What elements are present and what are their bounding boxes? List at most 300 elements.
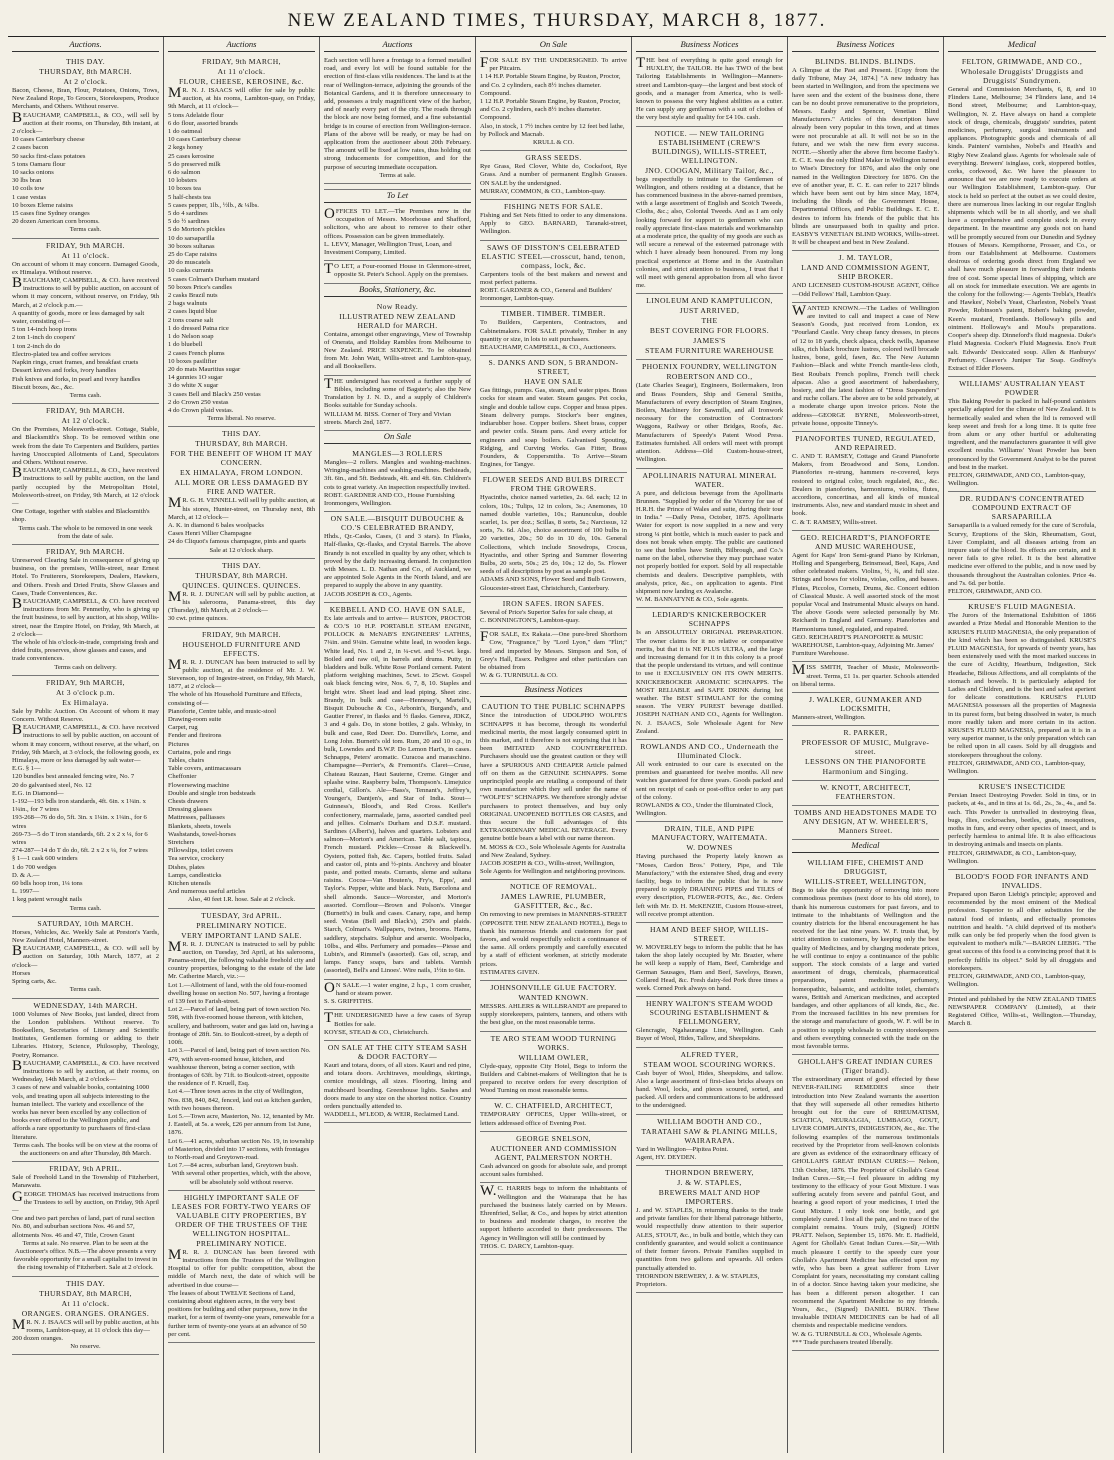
notice-item: Table covers, antimacassars bbox=[168, 765, 242, 773]
notice-lead: FOR SALE, Ex Rakaia.—One pure-bred Shorthorn Cow, "Fragrance," by "Lord Lyon," dam "Flirt;" bred and imported by Messrs. Simpson and Son, of Grey's Hall, Essex. Pedigree and other particulars can be obtained from bbox=[480, 629, 627, 671]
notice bbox=[792, 856, 939, 1055]
notice bbox=[324, 1041, 471, 1123]
notice bbox=[480, 880, 627, 981]
column-7 bbox=[944, 37, 1100, 1453]
notice-item: THOS. C. DARCY, Lambton-quay. bbox=[480, 1242, 574, 1250]
notice-heading: LINOLEUM AND KAMPTULICON, bbox=[646, 296, 773, 306]
notice-item: Fender and fireirons bbox=[168, 732, 222, 740]
notice-body: On account of whom it may concern. Damaged Goods, ex Himalaya. Without reserve. bbox=[12, 260, 159, 276]
notice-item: 1 do 700 wedges bbox=[12, 863, 57, 871]
notice bbox=[480, 307, 627, 356]
notice bbox=[324, 206, 471, 261]
notice-heading: VERY IMPORTANT LAND SALE. bbox=[181, 930, 302, 940]
notice-body: Rye Grass, Red Clover, White do, Cocksfoot, Rye Grass. And a number of permanent English Grasses. ON SALE by the undersigned. bbox=[480, 163, 627, 187]
notice-heading: WANTED KNOWN. bbox=[518, 993, 589, 1003]
notice-item: 2 kegs honey bbox=[168, 144, 203, 152]
notice bbox=[792, 55, 939, 251]
notice-heading: GHOLLAH'S GREAT INDIAN CURES (Tiger brand). bbox=[798, 1057, 933, 1076]
notice-heading: CAUTION TO THE PUBLIC SCHNAPPS bbox=[481, 702, 626, 712]
notice-heading: FELTON, GRIMWADE, AND CO., bbox=[961, 57, 1083, 66]
notice-heading: PIANOFORTES TUNED, REGULATED, AND REPAIRED. bbox=[795, 433, 936, 452]
notice-body: General and Commission Merchants, 6, 8, and 10 Flinders Lane, Melbourne; 34 Flinders lane, and 14 Bond street, Melbourne; and Lambton-quay, Wellington, N. Z. Have always on hand a complete stock of drugs, chemicals, druggists' sundries, patent medicines, perfumery, surgical instruments and appliances. Photographic goods and chemicals of all kinds. Painters' varnishes, Nobel's and Heath's and Rigby New Zealand glass. Agents for wholesale sale of everything. Brewers' isinglass, cork, stoppered bottles, corks, corkwood, &c. We have the pleasure to announce that we are now ready to execute orders at our Wellington Establishment, Lambton-quay. Our stock is held so perfect at the outset as we could desire, there are numerous lines lacking in our regular English shipments which will be in all shortly, and we shall have a comprehensive and complete stock in every department. In the meantime any goods not on hand will be promptly secured from our Dunedin and Sydney Houses of Messrs. Kempthorne, Prosser, and Co., or from our Establishment at Melbourne. Customers desirous of ordering goods direct from England we shall have much pleasure in forwarding their indents free of cost. Some special lines of shipping, which are all on stock for immediate execution. We are agents in the colony for the following:— Agents Trebla's, Heath's and Hawkes', Nobel's Yeast, Charleston, Nobel's Yeast Powder, Robinson's patent, Bohen's baking powder, Keen's mustard, Frontlands. Holloway's pills and ointment. Holloway's and Moul's preparations. Cooper's sheep dip. Dinneford's fluid magnesia. Duke's Fluid Magnesia. Cocker's Fluid Magnesia. Eno's Fruit salt. Edwards' Desiccated soup. Allen & Hanburys' Perfumery. Cleaver's Juniper Tar Soap. Godfrey's Extract of Elder Flowers. bbox=[948, 86, 1096, 372]
notice-heading: FRIDAY, 9th MARCH. bbox=[202, 629, 281, 639]
notice-heading: At 11 o'clock. bbox=[61, 250, 110, 260]
notice-heading: WILLIAM BOOTH AND CO., bbox=[657, 1116, 762, 1126]
notice-item: M. MOSS & CO., Sole Wholesale Agents for Australia and New Zealand, Sydney. bbox=[480, 843, 626, 859]
notice-item: 20 do mats Mauritius sugar bbox=[168, 365, 241, 373]
notice-lead: OFFICES TO LET.—The Premises now in the occupation of Messrs. Moorhouse and Shafford, solicitors, who are about to remove to their other offices. Possession can be given immediately. bbox=[324, 206, 471, 240]
notice bbox=[12, 1277, 159, 1356]
notice-item: Chests drawers bbox=[168, 798, 209, 806]
notice-item: FELTON, GRIMWADE, AND CO., Lambton-quay, Wellington. bbox=[948, 759, 1086, 776]
notice bbox=[480, 1183, 627, 1255]
notice-body: Hhds., Qr.-Casks, Cases, (1 and 3 stars). In Flasks, Half-flasks, Qr.-flasks, and Crystal Barrels. The above Brandy is not excelled in quality by any other, which is proved by the daily increasing demand. In conjunction with Messrs. L. D. Nathan and Co., of Auckland, we are appointed Sole Agents in the North Island, and are prepared to supply the above in any quantity. bbox=[324, 533, 471, 590]
notice-heading: FOR THE BENEFIT OF WHOM IT MAY CONCERN. bbox=[170, 449, 313, 468]
notice-item: 10 casks currants bbox=[168, 267, 214, 275]
notice-heading: THURSDAY, 8th MARCH, bbox=[39, 1288, 132, 1298]
section-heading: To Let bbox=[324, 190, 471, 203]
notice-item: Blankets, sheets, towels bbox=[168, 822, 231, 830]
notice-lead: MR. R. J. DUNCAN has been instructed to sell by public auction, at the residence of Mr. J. W. Stevenson, top of Ingestre-street, on Friday, 9th March, 1877, at 2 o'clock— bbox=[168, 656, 315, 691]
notice-lead: FOR SALE BY THE UNDERSIGNED. To arrive per Pitcairn. bbox=[480, 55, 627, 73]
notice-body: This Baking Powder is packed in half-pound canisters specially adapted for the climate of New Zealand. It is hermetically sealed and when the lid is removed will keep sweet and fresh for a long time. It is quite free from alum or any other hurtful or adulterating ingredient, and the manufacturers guarantee it will give excellent results. Williams' Yeast Powder has been pronounced by the Government Analyst to be the purest and best in the market. bbox=[948, 398, 1096, 471]
notice-body: Hyacinths, choice named varieties, 2s. 6d. each; 12 in colors, 10s.; Tulips, 12 in colors, 3s.; Anemones, 10 named double varieties, 10s.; Ranunculus, double scarlet, 1s. per doz.; Scillas, 8 sorts, 5s.; Narcissus, 12 sorts, 7s. 6d. Also, choice assortment of 100 bulbs in 20 varieties, 20s.; 50 do in 10 do, 10s. General Collections, which include Snowdrops, Crocus, Hyacinths, and other Spring and Summer flowering Bulbs, 20 sorts, 50s.; 25 do, 10s.; 12 do, 5s. Flower seeds of all descriptions by post as sample post. bbox=[480, 494, 627, 576]
notice bbox=[480, 473, 627, 596]
notice-item: 3 cases Bell and Black's 250 vestas bbox=[168, 390, 261, 398]
notice-heading: DR. RUDDAN'S CONCENTRATED COMPOUND EXTRACT OF SARSAPARILLA bbox=[959, 494, 1085, 522]
notice-item: 193-268—76 do do, 5ft. 3in. x 1¼in. x 1¼in., for 6 wires bbox=[12, 814, 147, 830]
notice-body: J. and W. STAPLES, in returning thanks to the trade and private families for their liberal patronage hitherto, would respectfully draw attention to their superior ALES, STOUT, &c., in bulk and bottle, which they can confidently guarantee, and would solicit a continuance of their former favors. Private Families supplied in quantities from two gallons and upwards. All orders punctually attended to. bbox=[636, 1207, 783, 1272]
notice-item: L. 1997— bbox=[12, 888, 40, 896]
notice-heading: LEDIARD'S KNICKERBOCKER SCHNAPPS bbox=[652, 610, 767, 629]
notice-lead: THE UNDERSIGNED have a few cases of Syrup Bottles for sale. bbox=[324, 1010, 471, 1028]
notice bbox=[12, 545, 159, 676]
notice-body: All work entrusted to our care is executed on the premises and guaranteed for twelve months. All new watches guaranteed for three years. Goods packed and sent on receipt of cash or post-office order to any part of the colony. bbox=[636, 760, 783, 801]
notice bbox=[12, 55, 159, 239]
notice-heading: HIGHLY IMPORTANT SALE OF LEASES FOR FORTY-TWO YEARS OF VALUABLE CITY PROPERTIES, BY ORDER OF THE TRUSTEES OF THE WELLINGTON HOSPITAL. bbox=[171, 1192, 312, 1238]
notice-terms: Terms cash. The whole to be removed in one week from the date of sale. bbox=[18, 524, 153, 540]
notice-item: 1 12 H.P. Portable Steam Engine, by Ruston, Proctor, and Co. 2 cylinders, each 8½ inches diameter. Compound. bbox=[480, 98, 621, 122]
notice-heading: TE ARO STEAM WOOD TURNING WORKS. bbox=[490, 1033, 617, 1052]
columns bbox=[8, 37, 1106, 1453]
notice-item: 20 do galvanised steel, No. 12 bbox=[12, 781, 92, 789]
section-heading: Auctions bbox=[324, 39, 471, 52]
notice bbox=[636, 923, 783, 997]
notice-heading: THURSDAY, 8th MARCH. bbox=[195, 439, 288, 449]
notice-heading: FRIDAY, 9th MARCH. bbox=[46, 406, 125, 416]
notice-heading: J. WALKER, GUNMAKER AND LOCKSMITH, bbox=[808, 695, 923, 713]
notice-item: 5 do ½ sardines bbox=[168, 218, 210, 226]
notice-item: 10 lobsters bbox=[168, 177, 197, 185]
notice-item: Pillowslips, toilet covers bbox=[168, 847, 234, 855]
notice-item: FELTON, GRIMWADE, & CO., Lambton-quay, Wellington. bbox=[948, 849, 1077, 865]
notice-heading: WILLIAM FIFE, CHEMIST AND DRUGGIST, bbox=[807, 858, 924, 877]
notice-body: A Glimpse at the Past and Present. [Copy from the daily Tribune, May 24, 1874.] "A new industry has been started in Wellington, and from the specimens we have seen and the extent of the business done, there can be no doubt prove remunerative to the proprietors, Messrs. Easby and Spencer, Venetian Blind Manufacturers." Articles of this description have already been very popular in this town, and at times were not procurable at all. It will not be so in the future, and we wish the new firm every success. NOTE.—Shortly after the above firm become Easby's. E. C. E. was the only Blind Maker in Wellington turned to Wise's Directory for 1876, and also the only one named in the Wellington Directory for 1876. On the eve of another year, E. C. E. can refer to 2217 blinds which have been sent out by him since May, 1874, including the blinds of the Government House, Departmental Offices, and Public Buildings. E. C. E. desires to inform his friends of the public that his blinds are unsurpassed both in quality and price. EASBY'S VENETIAN BLIND WORKS, Willis-street. It will be cheapest and best in New Zealand. bbox=[792, 67, 939, 247]
notice bbox=[636, 1166, 783, 1293]
notice-body: Clyde-quay, opposite City Hotel, Begs to inform the Builders and Cabinet-makers of Wellington that he is prepared to receive orders for every description of Wood Turning on most reasonable terms. bbox=[480, 1062, 627, 1095]
notice-item: ROBT. GARDNER AND CO., House Furnishing Ironmongers, Wellington. bbox=[324, 491, 455, 507]
notice-lead: MR. N. J. ISAACS will sell by public auction, at his rooms, Lambton-quay, at 11 o'clock this day— bbox=[12, 1316, 159, 1334]
notice-body: Ex late arrivals and to arrive— RUSTON, PROCTOR & CO.'S 10 H.P. PORTABLE STEAM ENGINE, POLLOCK & McNAB'S ENGINEERS' LATHES, 7¼in. and 9¼in. Genuine white lead, in wooden kegs. White lead, No. 1 and 2, in ¼-cwt. and ½-cwt. kegs. Boiled and raw oil, in barrels and drums. Putty, in bladders and bulk. White Rose Portland cement. Patent platform weighing machines, 5cwt. to 25cwt. Gospel oak black fencing wire, Nos. 6, 7, 8, 10. Staples and bright wire. Sheet lead and lead piping. Sheet zinc. Brandy, in bulk and case—Hennessy's, Martell's, Bisquit Dubouche & Co., Arbonin's, Burgand's, and Gautier Freres', in flasks and ½ flasks. Geneva, JDKZ, 3 and 4 gals. Do, in stone bottles, 2 gals. Whisky, in bulk and case, Red Deer. Do. Dunville's, Lorne, and Long John. Burnett's old tom. Rum, 20 and 10 o.p., in bulk, Lowndes and B.W.P. Do Lemon Hart's, in cases. Schnapps, Peters' aromatic. Curacoa and maraschino. Champagne—Perrier's, & Fremonti's. Claret—Cruse, Chateau Rauzan, Haut Sauterne, Creme. Ginger and splashe wine. Raspberry balm, Thompson's. Limejuice cordial, Gillon's. Ale—Bass's, Tennant's, Jeffrey's, Younger's, Dantjen's, and Star of India. Stout—Guinness's, Blood's, and Red Cross. Keiller's confectionery, marmalade, jams, assorted candied peel and jellies. Colman's Durham and D.S.F. mustard. Sardines (Albert's), halves and quarters. Lobsters and salmon—Morton's and American. Table salt, tapioca, French mustard. Pickles—Crosse & Blackwell's. Oysters, potted fish, &c. Capers, bottled fruits. Salad and castor oil, pints and ½-pints. Anchovy and bloater paste, and potted meats. Currants, sleme and sultana raisins. Cocoa—Van Houten's, Fry's, Epps', and Taylor's. Pepper, white and black. Nuts, Barcelona and shell almonds. Sauce—Worcester, and Morton's assorted. Cornflour—Brown and Polson's. Vinegar (Burnett's) in bulk and cases. Canary, rape, and hemp seed. Vestas (Bell and Black's), 250's and plaids. Starch, Colman's. Wallpapers, twines, brooms. Hams, saddlery, stepchairs. Sulphur and arsenic. Woolpacks, 10lbs., and 4lbs. Perfumery and pomades—Piesse and Lubin's, and Rimmel's (assorted). Gas oil, scrap, and lamps. Fancy soaps, bars and tablets. Varnish (assorted), Bell's and Linoes'. Wire nails, 1½in to 6in. bbox=[324, 614, 471, 975]
notice-item: ROWLANDS & CO., Under the Illuminated Clock, Wellington. bbox=[636, 802, 774, 818]
notice-heading: MANGLES—3 ROLLERS bbox=[352, 448, 443, 458]
notice-heading: THORNDON BREWERY, bbox=[665, 1168, 754, 1178]
notice-item: THORNDON BREWERY, J. & W. STAPLES, Proprietors. bbox=[636, 1272, 760, 1288]
notice-heading: ALL MORE OR LESS DAMAGED BY FIRE AND WATER. bbox=[174, 478, 309, 497]
notice bbox=[636, 55, 783, 127]
notice-terms: Sale at 12 o'clock sharp. bbox=[209, 546, 274, 554]
notice-body: Cash buyer of Wool, Hides, Sheepskins, and tallow. Also a large assortment of first-class bricks always on hand. Wool, locks, and pieces scoured, sorted, and packed. All orders and communications to be addressed to the undersigned. bbox=[636, 1069, 783, 1110]
notice-heading: GEORGE SNELSON, bbox=[516, 1133, 591, 1143]
notice-item: W. M. BANNATYNE & CO., Sole agents. bbox=[636, 596, 749, 604]
notice-lead: BEAUCHAMP, CAMPBELL, & CO. have received instructions to sell by public auction, on account of whom it may concern, without reserve, at the wharf, on Friday, 9th March, at 3 o'clock, the following goods, ex Himalaya, more or less damaged by salt water— bbox=[12, 722, 159, 765]
notice-item: Tables, chairs bbox=[168, 757, 205, 764]
notice-item: FELTON, GRIMWADE, AND CO., Lambton-quay, Wellington. bbox=[948, 471, 1086, 488]
notice-heading: QUINCES. QUINCES. QUINCES. bbox=[182, 580, 301, 590]
notice-body: Carpenters tools of the best makers and newest and most perfect patterns. bbox=[480, 270, 627, 286]
notice-item: 1 do oatmeal bbox=[168, 128, 203, 136]
notice-body: C. AND T. RAMSEY, Cottage and Grand Pianoforte Makers, from Broadwood and Sons, London. Pianofortes re-strung, hammers re-covered, keys restored to original color, touch regulated, &c., &c. Dealers in pianofortes, harmoniums, violins, flutes, accordions, concertinas, and all kinds of musical instruments. Also, new and standard music in sheet and book. bbox=[792, 452, 939, 518]
notice-body: Glencragie, Ngahauranga Line, Wellington. Cash Buyer of Wool, Hides, Tallow, and Sheepskins. bbox=[636, 1027, 783, 1043]
notice-item: 50 sacks first-class potatoes bbox=[12, 152, 86, 160]
notice-body: Gas fittings, pumps. Gas, steam, and water pipes. Brass cocks for steam and water. Steam gauges. Pet cocks, single and double tallow cups. Copper and brass pipes. Steam delivery pumps. Stocker's beer engines, indiarubber hose. Copper boilers. Sheet brass, copper and pewter coils. Steam pans. And every article for engineers and soap boilers. Galvanised Spouting, Ridging, and Curving Works. Gas Fitter, Brass Founders, & Coppersmiths. To Arrive—Steam Engines, for Tangye. bbox=[480, 387, 627, 469]
notice bbox=[480, 597, 627, 629]
notice-heading: APOLLINARIS NATURAL MINERAL WATER. bbox=[642, 470, 777, 489]
notice-body: Kauri and totara, doors, of all sizes. Kauri and red pine, and totara doors. Architraves, mouldings, skirtings, cornice mouldings, all sizes. Flooring, lining and matchboard boarding. Greenhouse lights. Sashes and doors made to any size on the shortest notice. Country orders punctually attended to. bbox=[324, 1061, 471, 1110]
notice-item: Horses bbox=[12, 969, 31, 977]
notice bbox=[324, 980, 471, 1011]
notice bbox=[324, 447, 471, 512]
notice bbox=[792, 726, 939, 781]
notice-body: Mangles—2 rollers. Mangles and washing-machines. Wringing-machines and washing-machines. Bedsteads, 3ft. 6in., and 5ft. Bedsteads, 4ft. and 4ft. 6in. Children's cots to great variety. An inspection respectfully invited. bbox=[324, 458, 471, 491]
notice-terms: KRULL & CO. bbox=[533, 139, 574, 147]
notice bbox=[480, 1099, 627, 1131]
notice bbox=[324, 376, 471, 431]
notice-heading: KRUSE'S FLUID MAGNESIA. bbox=[968, 602, 1076, 612]
notice-item: Pictures bbox=[168, 740, 190, 748]
notice bbox=[792, 662, 939, 693]
notice-lead: BEAUCHAMP, CAMPBELL, & CO., will sell by auction at their rooms, on Thursday, 8th instant, at 2 o'clock— bbox=[12, 109, 159, 136]
notice-item: Lot 6.—41 acres, suburban section No. 19, in township of Masterton, divided into 17 sections, with frontages to North-road and Greytown-road. bbox=[168, 1137, 314, 1161]
notice-item: And numerous useful articles bbox=[168, 888, 246, 896]
notice bbox=[792, 781, 939, 806]
notice-heading: At 11 o'clock. bbox=[61, 1298, 110, 1308]
notice-heading: THURSDAY, 8th MARCH. bbox=[195, 570, 288, 580]
section-heading: Business Notices bbox=[480, 684, 627, 697]
notice-item: Pianoforte, Centre table, and music-stool bbox=[168, 707, 277, 715]
notice-item: A. K. in diamond 6 bales woolpacks bbox=[168, 521, 264, 529]
notice-body: A pure, and delicious beverage from the Apollinaris Brunnen. "Supplied by order of the Viceroy for use of H.R.H. the Prince of Wales and suite, during their tour in India." —Daily Press, October, 1875. Apollinaris Water for export is now supplied in a new and very strong ¼ pint bottle, which is much easier to pack and does not break when empty. The public are cautioned to see that bottles have Smith, Bilbrough, and Co.'s name on the label, otherwise they may purchase water not properly bottled for export. Sold by all respectable chemists and dealers. Descriptive pamphlets, with analysis, price, &c., on application to agents. First shipment now landing ex Avalanche. bbox=[636, 489, 783, 595]
notice bbox=[480, 1132, 627, 1183]
notice bbox=[168, 559, 315, 628]
notice-item: 5 ton 14-inch hoop irons bbox=[12, 326, 77, 334]
notice-body: Begs to take the opportunity of removing into more commodious premises (next door to his old store), to thank his numerous customers for past favors, and to intimate to the inhabitants of Wellington and the country districts for the liberal encouragement he has received for the last nine years. W. F. trusts that, by strict attention to customers, by keeping only the best quality of Medicines, and by charging moderate prices, he will continue to enjoy a continuance of the public support. The stock consists of a large and varied assortment of drugs, chemicals, pharmaceutical preparations, patent medicines, perfumery, homeopathic, balsamic, and acidolite toilet, chemist's wares, British and American medicines, and accepted bandages, and other appliances of all kinds, &c., &c. From the increased facilities in his new premises for the storage and manufacture of goods, W. F. will be in a position to supply wholesale to country storekeepers and others everything connected with the trade on the most favorable terms. bbox=[792, 887, 939, 1051]
notice-body: Prepared upon Baron Liebig's principle; approved and recommended by the most eminent of the Medical profession. Superior to all other substitutes for the natural food of infants, and effectually promotes nutrition and health. "A child deprived of its mother's milk can only be fed properly when the food given is equivalent to mother's milk."—BARON LIEBIG. "The great success of this food is a convincing proof that it is perfectly fulfils its object." Sold by all druggists and storekeepers. bbox=[948, 891, 1096, 972]
notice-heading: PRELIMINARY NOTICE. bbox=[196, 920, 287, 930]
notice-heading: THIS DAY. bbox=[65, 1278, 106, 1288]
notice-heading: TIMBER. TIMBER. TIMBER. bbox=[501, 309, 606, 319]
notice-item: Kitchen utensils bbox=[168, 880, 211, 888]
notice-body: TEMPORARY OFFICES, Upper Willis-street, or letters addressed office of Evening Post. bbox=[480, 1111, 627, 1127]
notice-lead: BEAUCHAMP, CAMPBELL, & CO. have received instructions to sell by auction, at their rooms, on Wednesday, 14th March, at 2 o'clock— bbox=[12, 1057, 159, 1084]
notice-item: 2 ton 1-inch do coopers' bbox=[12, 334, 76, 342]
notice-heading: SAWS OF DISSTON'S CELEBRATED ELASTIC STEEL—crosscut, hand, tenon, compass, lock, &c. bbox=[481, 242, 626, 270]
notice-heading: J. M. TAYLOR, bbox=[838, 253, 893, 263]
notice bbox=[636, 822, 783, 923]
notice bbox=[480, 55, 627, 151]
notice-item: 1 14 H.P. Portable Steam Engine, by Ruston, Proctor, and Co. 2 cylinders, each 8½ inches diameter. Compound. bbox=[480, 73, 621, 97]
notice-item: Lot 7.—84 acres, suburban land, Greytown bush. bbox=[168, 1162, 299, 1170]
notice-item: Carpet, rug bbox=[168, 724, 198, 732]
notice bbox=[168, 909, 315, 1191]
notice-heading: NOTICE OF REMOVAL. bbox=[509, 882, 597, 892]
notice bbox=[12, 676, 159, 917]
notice-item: Tea service, crockery bbox=[168, 855, 225, 863]
notice-item: W. & G. TURNBULL & CO., Wholesale Agents. bbox=[792, 1330, 923, 1338]
notice-body: On the Premises, Molesworth-street. Cottage, Stable, and Blacksmith's Shop. To be removed within one week from the date To Carpenters and Builders, parties having Unoccupied Allotments of Land, Speculators and Others. Without reserve. bbox=[12, 426, 159, 466]
notice-item: 10 boxes Eleme raisins bbox=[12, 201, 73, 209]
notice-lead: MR. G. H. VENNELL will sell by public auction, at his stores, Hunter-street, on Thursday next, 8th March, at 12 o'clock— bbox=[168, 495, 315, 521]
notice bbox=[324, 603, 471, 980]
notice bbox=[792, 1055, 939, 1351]
notice-item: 6 do flour, assorted brands bbox=[168, 119, 238, 127]
notice-item: 10 do sarsaparilla bbox=[168, 234, 215, 242]
notice bbox=[324, 300, 471, 376]
notice-item: Also, in stock, 1 7½ inches centre by 12 feet bed lathe, by Pollock and Macnab. bbox=[480, 122, 625, 138]
notice-body: Manners-street, Wellington. bbox=[792, 714, 866, 721]
notice-lead: BEAUCHAMP, CAMPBELL, & CO. have received instructions to sell by public auction, on account of whom it may concern, without reserve, on Friday, 9th March, at 2 o'clock p.m.— bbox=[12, 275, 159, 309]
notice-heading: ROWLANDS AND CO., Underneath the Illuminated Clock. bbox=[640, 741, 779, 760]
notice bbox=[480, 700, 627, 880]
notice-item: Dressing glasses bbox=[168, 806, 212, 814]
notice-item: FELTON, GRIMWADE, AND CO. bbox=[948, 587, 1042, 595]
notice bbox=[792, 303, 939, 432]
notice-body: W. MOVERLEY begs to inform the public that he has taken the shop lately occupied by Mr. Brazier, where he will keep a supply of Ham, Beef, Cambridge and German Sausages, Ham and Beef, Saveloys, Brawn, Collared Head, &c. Fresh dairy-fed Pork three times a week. Corned Pork always on hand. bbox=[636, 944, 783, 993]
notice-heading: Now Ready. bbox=[376, 301, 419, 311]
notice bbox=[948, 600, 1096, 780]
notice-terms: Terms liberal. No reserve. bbox=[207, 415, 276, 423]
notice-item: 2 casks Brazil nuts bbox=[168, 292, 218, 300]
notice-heading: At 2 o'clock. bbox=[63, 77, 108, 86]
notice-item: 30 cwt. prime quinces. bbox=[168, 615, 228, 623]
notice-lead: MR. R. J. DUNCAN has been favored with instructions from the Trustees of the Wellington Hospital to offer for public competition, about the middle of March next, the date of which will be advertised in due course— bbox=[168, 1246, 315, 1289]
notice-lead: ON SALE.—1 water engine, 2 h.p., 1 corn crusher, hand or steam power. bbox=[324, 979, 471, 997]
notice-item: The leases of about TWELVE Sections of Land, containing about eighteen acres, in the very best positions for building and other purposes, now in the market, for a term of twenty-one years, renewable for a further term of twenty-one years at an advance of 50 per cent. bbox=[168, 1289, 314, 1338]
column-5 bbox=[632, 37, 788, 1453]
notice-body: Cash advanced on goods for absolute sale, and prompt account sales furnished. bbox=[480, 1162, 627, 1179]
notice-heading: IRON SAFES. IRON SAFES. bbox=[502, 598, 605, 608]
notice-body: Several of Price's Superior Safes for sale cheap, at bbox=[480, 608, 613, 616]
notice-heading: JOHNSONVILLE GLUE FACTORY. bbox=[490, 983, 617, 993]
notice-item: 120 bundles best annealed fencing wire, No. 7 bbox=[12, 773, 135, 781]
column-3 bbox=[320, 37, 476, 1453]
notice-heading: STEAM WOOL SCOURING WORKS. bbox=[643, 1059, 776, 1069]
notice bbox=[480, 241, 627, 308]
notice-item: One and two part perches of land, part of rural section No. 80, and suburban sections Nos. 46 and 57, allotments Nos. 46 and 47, Title, Crown Grant bbox=[12, 1215, 155, 1239]
notice-item: 4 do Crown plaid vestas. bbox=[168, 406, 234, 414]
notice-item: L. LEVY, Manager, Wellington Trust, Loan, and Investment Company, Limited. bbox=[324, 240, 452, 257]
notice-body: MESSRS. AHLERS & WILLBRANDT are prepared to supply storekeepers, painters, tanners, and others with the best glue, on the most reasonable terms. bbox=[480, 1003, 627, 1027]
notice-lead: THE undersigned has received a further supply of Bibles, including some of Bagster's; also the New Translation by J. N. D., and a supply of Children's Books suitable for Sunday schools. bbox=[324, 375, 471, 410]
notice-heading: Harmonium and Singing. bbox=[822, 767, 909, 777]
notice-heading: FRIDAY, 9th MARCH, bbox=[46, 677, 125, 687]
notice bbox=[12, 917, 159, 999]
notice-item: 50 boxes Price's candles bbox=[168, 283, 232, 291]
notice-item: Spring carts, &c. bbox=[12, 978, 57, 986]
notice-item: Flowersewing machine bbox=[168, 781, 230, 789]
notice-item: 10 boxes pasilifier bbox=[168, 357, 217, 365]
notice-heading: PHOENIX FOUNDRY, WELLINGTON bbox=[641, 362, 778, 372]
notice-item: The whole of his Household Furniture and Effects, consisting of— bbox=[168, 691, 302, 707]
notice-item: 5 do Morton's pickles bbox=[168, 226, 226, 234]
notice-heading: JNO. COOGAN, Military Tailor, &c., bbox=[645, 165, 774, 175]
notice-heading: BREWERS MALT AND HOP IMPORTERS. bbox=[658, 1188, 761, 1207]
notice bbox=[168, 55, 315, 427]
notice-heading: GRASS SEEDS. bbox=[525, 153, 582, 163]
notice-item: § 1—1 cask 600 winders bbox=[12, 855, 78, 863]
notice-heading: LESSONS ON THE PIANOFORTE bbox=[805, 757, 926, 767]
notice-lead: MR. R. J. DUNCAN is instructed to sell by public auction, on Tuesday, 3rd April, at his salerooms, Panama-street, the following valuable freehold city and country properties, belonging to the estate of the late Mr. Catherine March, viz.:— bbox=[168, 938, 315, 981]
notice-heading: HENRY WALTON'S STEAM WOOD SCOURING ESTABLISHMENT & FELLMONGERY, bbox=[645, 999, 774, 1027]
notice-heading: GEO. REICHARDT'S, PIANOFORTE AND MUSIC WAREHOUSE, bbox=[800, 532, 931, 551]
notice-item: Lot 2.—Parcel of land, being part of town section No. 598, with five-roomed house thereon, with kitchen, scullery, and bathroom, water and gas laid on, having a frontage of 28ft. 5in. to Boulcott-street, by a depth of 100ft. bbox=[168, 1006, 314, 1047]
notice-item: 5 tons Adelaide flour bbox=[168, 111, 224, 119]
notice-item: C. BONNINGTON'S, Lambton-quay. bbox=[480, 616, 580, 624]
notice-heading: ON SALE.—BISQUIT DUBOUCHE & CO.'S CELEBRATED BRANDY, bbox=[330, 514, 465, 533]
notice-item: 5 cases pepper, 1lb., ½lb., & ¼lbs. bbox=[168, 201, 259, 209]
notice-item: 20 do muscatels bbox=[168, 259, 211, 267]
notice-item: Lamps, candlesticks bbox=[168, 871, 222, 879]
notice-item: ADAMS AND SONS, Flower Seed and Bulb Growers, Gloucester-street East, Christchurch, Canterbury. bbox=[480, 576, 626, 592]
notice bbox=[636, 127, 783, 295]
notice bbox=[948, 55, 1096, 377]
notice-body: Is an ABSOLUTELY ORIGINAL PREPARATION. The owner claims for it no relative or comparative merits, but that it is NE PLUS ULTRA, and the large and increasing demand for it in this colony is a proof that the people understand its virtues, and will continue to use it EXCLUSIVELY ON ITS OWN MERITS. KNICKERBOCKER AROMATIC SCHNAPPS. The MOST RELIABLE and SAFE DRINK during hot weather. The BEST STIMULANT for the coming season. The VERY PUREST beverage distilled. JOSEPH NATHAN AND CO., Agents for Wellington. N. J. ISAACS, Sole Wholesale Agent for New Zealand. bbox=[636, 629, 783, 735]
notice bbox=[948, 492, 1096, 600]
section-heading: On Sale bbox=[480, 39, 627, 52]
notice-item: Dishes, plates bbox=[168, 863, 205, 871]
notice-item: JACOB JOSEPH & CO., Agents. bbox=[324, 590, 413, 598]
notice-lead: W.C. HARRIS begs to inform the inhabitants of Wellington and the Wairarapa that he has purchased the business lately carried on by Messrs. Ehrenfried, Sellar, & Co., and hopes by strict attention to business and moderate charges, to receive the support hitherto accorded to their predecessors. The Agency in Wellington will still be continued by bbox=[480, 1183, 627, 1242]
notice-item: Stretchers bbox=[168, 839, 195, 847]
notice-body: Persian Insect Destroying Powder. Sold in tins, or in packets, at 4s., and in tins at 1s. 6d., 2s., 3s., 4s., and 5s. each. This Powder is unrivalled in destroying fleas, bugs, flies, cockroaches, beetles, gnats, mosquitoes, moths in furs, and every other species of insect, and is perfectly harmless to animal life. It is also efficacious in destroying animals and insects on plants. bbox=[948, 792, 1096, 849]
notice-heading: At 12 o'clock. bbox=[61, 416, 110, 426]
notice-heading: TARATAHI SAW & PLANING MILLS, WAIRARAPA. bbox=[641, 1126, 778, 1145]
notice-item: 30 lbs bran bbox=[12, 177, 42, 185]
notice bbox=[636, 294, 783, 360]
notice bbox=[12, 1162, 159, 1276]
notice-lead: MISS SMITH, Teacher of Music, Molesworth-street. Terms, £1 1s. per quarter. Schools attended on liberal terms. bbox=[792, 662, 939, 688]
notice-item: 10 cases Canterbury cheese bbox=[12, 136, 85, 144]
notice-heading: JUST ARRIVED, bbox=[679, 306, 740, 316]
notice bbox=[792, 531, 939, 663]
notice-heading: ILLUSTRATED NEW ZEALAND HERALD for MARCH. bbox=[339, 311, 456, 330]
notice-terms: Terms cash. The books will be on view at the rooms of the auctioneers on and after Thursday, 8th March. bbox=[13, 1141, 158, 1157]
notice-item: Drawing-room suite bbox=[168, 715, 222, 723]
notice-item: 2 do Crown 250 vestas bbox=[168, 398, 229, 406]
notice-item: 10 coils tow bbox=[12, 185, 45, 193]
notice-heading: SATURDAY, 10th MARCH. bbox=[37, 918, 134, 928]
notice-item: 5 do 4 sardines bbox=[168, 210, 208, 218]
notice-heading: WEDNESDAY, 14th MARCH. bbox=[33, 1000, 138, 1010]
notice bbox=[948, 377, 1096, 492]
notice-item: 25 do Cape raisins bbox=[168, 251, 217, 259]
notice-heading: FRIDAY, 9th MARCH, bbox=[202, 57, 281, 66]
notice-terms: Terms cash. bbox=[69, 904, 102, 912]
notice-item: 1 keg patent wrought nails bbox=[12, 896, 82, 904]
notice-heading: W. KNOTT, ARCHITECT, FEATHERSTON. bbox=[820, 783, 911, 802]
notice-heading: THIS DAY. bbox=[221, 560, 262, 570]
notice-item: 14 gunnies 1O sugar bbox=[168, 374, 223, 382]
notice-heading: WILLIS-STREET, WELLINGTON, bbox=[804, 877, 927, 887]
notice bbox=[12, 239, 159, 404]
notice-item: Cheffonier bbox=[168, 773, 197, 781]
notice-item: Washstands, towel-horses bbox=[168, 830, 236, 838]
notice bbox=[324, 512, 471, 603]
notice-heading: WILLIAMS' AUSTRALIAN YEAST POWDER bbox=[959, 379, 1085, 398]
notice-heading: At 3 o'clock p.m. bbox=[56, 687, 115, 697]
notice-item: C. & T. RAMSEY, Willis-street. bbox=[792, 518, 877, 526]
notice-item: 10 cases Canterbury cheese bbox=[168, 136, 241, 144]
notice-item: Electro-plated tea and coffee services bbox=[12, 350, 111, 358]
notice-item: *** Trade purchasers treated liberally. bbox=[792, 1338, 893, 1346]
notice-item: 10 sacks onions bbox=[12, 169, 54, 177]
notice-heading: TUESDAY, 3rd APRIL. bbox=[201, 910, 282, 920]
notice-body: 1000 Volumes of New Books, just landed, direct from the London publishers. Without reserve. To Booksellers, Secretaries of Literary and Scientific Institutes, Gentlemen forming or adding to their Libraries. History, Science, Philosophy, Theology, Poetry, Romance. bbox=[12, 1010, 159, 1059]
notice-item: D. & A.— bbox=[12, 871, 40, 879]
notice-heading: KEBBELL AND CO. HAVE ON SALE, bbox=[329, 604, 466, 614]
notice bbox=[792, 693, 939, 726]
notice-body: (Late Charles Seagar), Engineers, Boilermakers, Iron and Brass Founders, Ship and General Smiths, Manufacturers of every description of Steam Engines, Boilers, Machinery for Sawmills, and all Ironwork necessary for the construction of Contractors' Waggons, Railway or other Bridges, Roofs, &c. Manufacturers of Speedy's Patent Wood Press. Estimates furnished. All orders will meet with prompt attention. Address—Old Custom-house-street, Wellington. bbox=[636, 382, 783, 464]
notice bbox=[168, 628, 315, 909]
notice-body: Unreserved Clearing Sale in consequence of giving up business, on the premises, Willis-street, near Ernest Hotel. To Fruiterers, Storekeepers, Dealers, Hawkers, and Others. Fresh and Dried Fruits, Show Glasses and Cases, Trade Conveniences, &c. bbox=[12, 556, 159, 597]
notice-item: GEO. REICHARDT'S PIANOFORTE & MUSIC WAREHOUSE, Lambton-quay, Adjoining Mr. James' Furniture Warehouse. bbox=[792, 633, 934, 658]
section-heading: Auctions. bbox=[12, 39, 159, 52]
notice bbox=[948, 994, 1096, 1033]
notice-heading: FRIDAY, 9th MARCH. bbox=[46, 240, 125, 250]
notice-body: Agent for Kaps' Iron Semi-grand Piano by Kirkman, Holling and Spangerberg, Brinsmead, Beel, Kaps, And other celebrated makers. Violins, ½, ¾, and full size. Strings and bows for violins, violas, cellos, and basses. Flutes, Piccolos, Cornets, Drums, &c. Concert edition of Classical Music. A well assorted stock of the most popular Vocal and Instrumental Music always on hand. The above Goods were selected personally by Mr. Reichardt in England and Germany. Pianofortes and Harmoniums tuned, regulated, and repaired. bbox=[792, 551, 939, 633]
notice-item: S. S. GRIFFITHS. bbox=[324, 998, 373, 1006]
notice-heading: KRUSE'S INSECTICIDE bbox=[978, 782, 1066, 792]
notice-item: 20 dozen American corn brooms. bbox=[12, 218, 100, 226]
notice-item: 1 do dressed Patna rice bbox=[168, 324, 229, 332]
notice-terms: Terms cash. bbox=[69, 391, 102, 399]
notice-heading: ON SALE AT THE CITY STEAM SASH & DOOR FACTORY— bbox=[327, 1042, 468, 1061]
notice-terms: Terms at sale. No reserve. Plan to be seen at the Auctioneer's office. N.B.—The above presents a very favorable opportunity for a small capitalist to invest in the rising township of Fitzherbert. Sale at 2 o'clock. bbox=[13, 1239, 158, 1272]
section-heading: Auctions bbox=[168, 39, 315, 52]
notice-heading: NOTICE. — NEW TAILORING ESTABLISHMENT (CREW'S BUILDINGS), WILLIS-STREET, WELLINGTON. bbox=[652, 128, 767, 165]
notice-heading: Wholesale Druggists' Druggists and Druggists' Sundrymen. bbox=[960, 67, 1084, 85]
notice-body: Printed and published by the NEW ZEALAND TIMES NEWSPAPER COMPANY (Limited), at their Registered Office, Willis-st., Wellington.—Thursday, March 8. bbox=[948, 995, 1096, 1028]
notice-lead: WANTED KNOWN.—The Ladies of Wellington are invited to call and inspect a case of New Season's Goods, just received from London, ex "Pourland Castle. Very cheap fancy dresses, in pieces of 12 to 18 yards, check alpaca, check twills, Japanese silks, rich black brochure lustres, colored twill brocade lustres, bone, gold, fawn, &c. The New Autumn Fashion—Black and white French mantle-less cloth, Best Roubaix French poplins, French twill check alpacas. Also a good assortment of haberdashery, hosiery, and the latest fashion of "Dress Suspenders" and ruche collars. The above are to be sold privately, at a moderate charge upon invoice prices. Note the address—GEORGE BYRNE, Molesworth-street, private house, opposite Tinney's. bbox=[792, 302, 939, 427]
notice-item: 6 do salmon bbox=[168, 169, 201, 177]
notice-item: Lot 5.—Town acre, Masterton, No. 12, tenanted by Mr. J. Eastell, at 5s. a week, £26 per annum from 1st June, 1876. bbox=[168, 1112, 315, 1137]
notice-item: Double and single iron bedsteads bbox=[168, 789, 256, 797]
notice-body: Bacon, Cheese, Bran, Flour, Potatoes, Onions, Tows, New Zealand Rope, To Grocers, Storekeepers, Produce Merchants, and Others. Without reserve. bbox=[12, 87, 159, 111]
section-heading: Business Notices bbox=[792, 39, 939, 52]
notice-heading: THURSDAY, 8th MARCH. bbox=[39, 67, 132, 76]
notice-item: Cases Henri Villier Champagne bbox=[168, 530, 252, 538]
column-6 bbox=[788, 37, 944, 1453]
notice-item: BEAUCHAMP, CAMPBELL, & CO., Auctioneers. bbox=[480, 344, 617, 352]
notice bbox=[324, 55, 471, 184]
notice-item: 25 cases kerosine bbox=[168, 152, 215, 160]
notice-item: 1 do Nelson soap bbox=[168, 333, 214, 341]
notice bbox=[636, 360, 783, 468]
notice-heading: STEAM FURNITURE WAREHOUSE bbox=[645, 346, 774, 356]
notice-heading: DRAIN, TILE, AND PIPE MANUFACTORY, WAITEMATA. bbox=[651, 824, 768, 843]
notice-heading: At 11 o'clock. bbox=[217, 67, 266, 76]
notice-item: 24 do Cliquot's famous champagne, pints and quarts bbox=[168, 538, 306, 546]
